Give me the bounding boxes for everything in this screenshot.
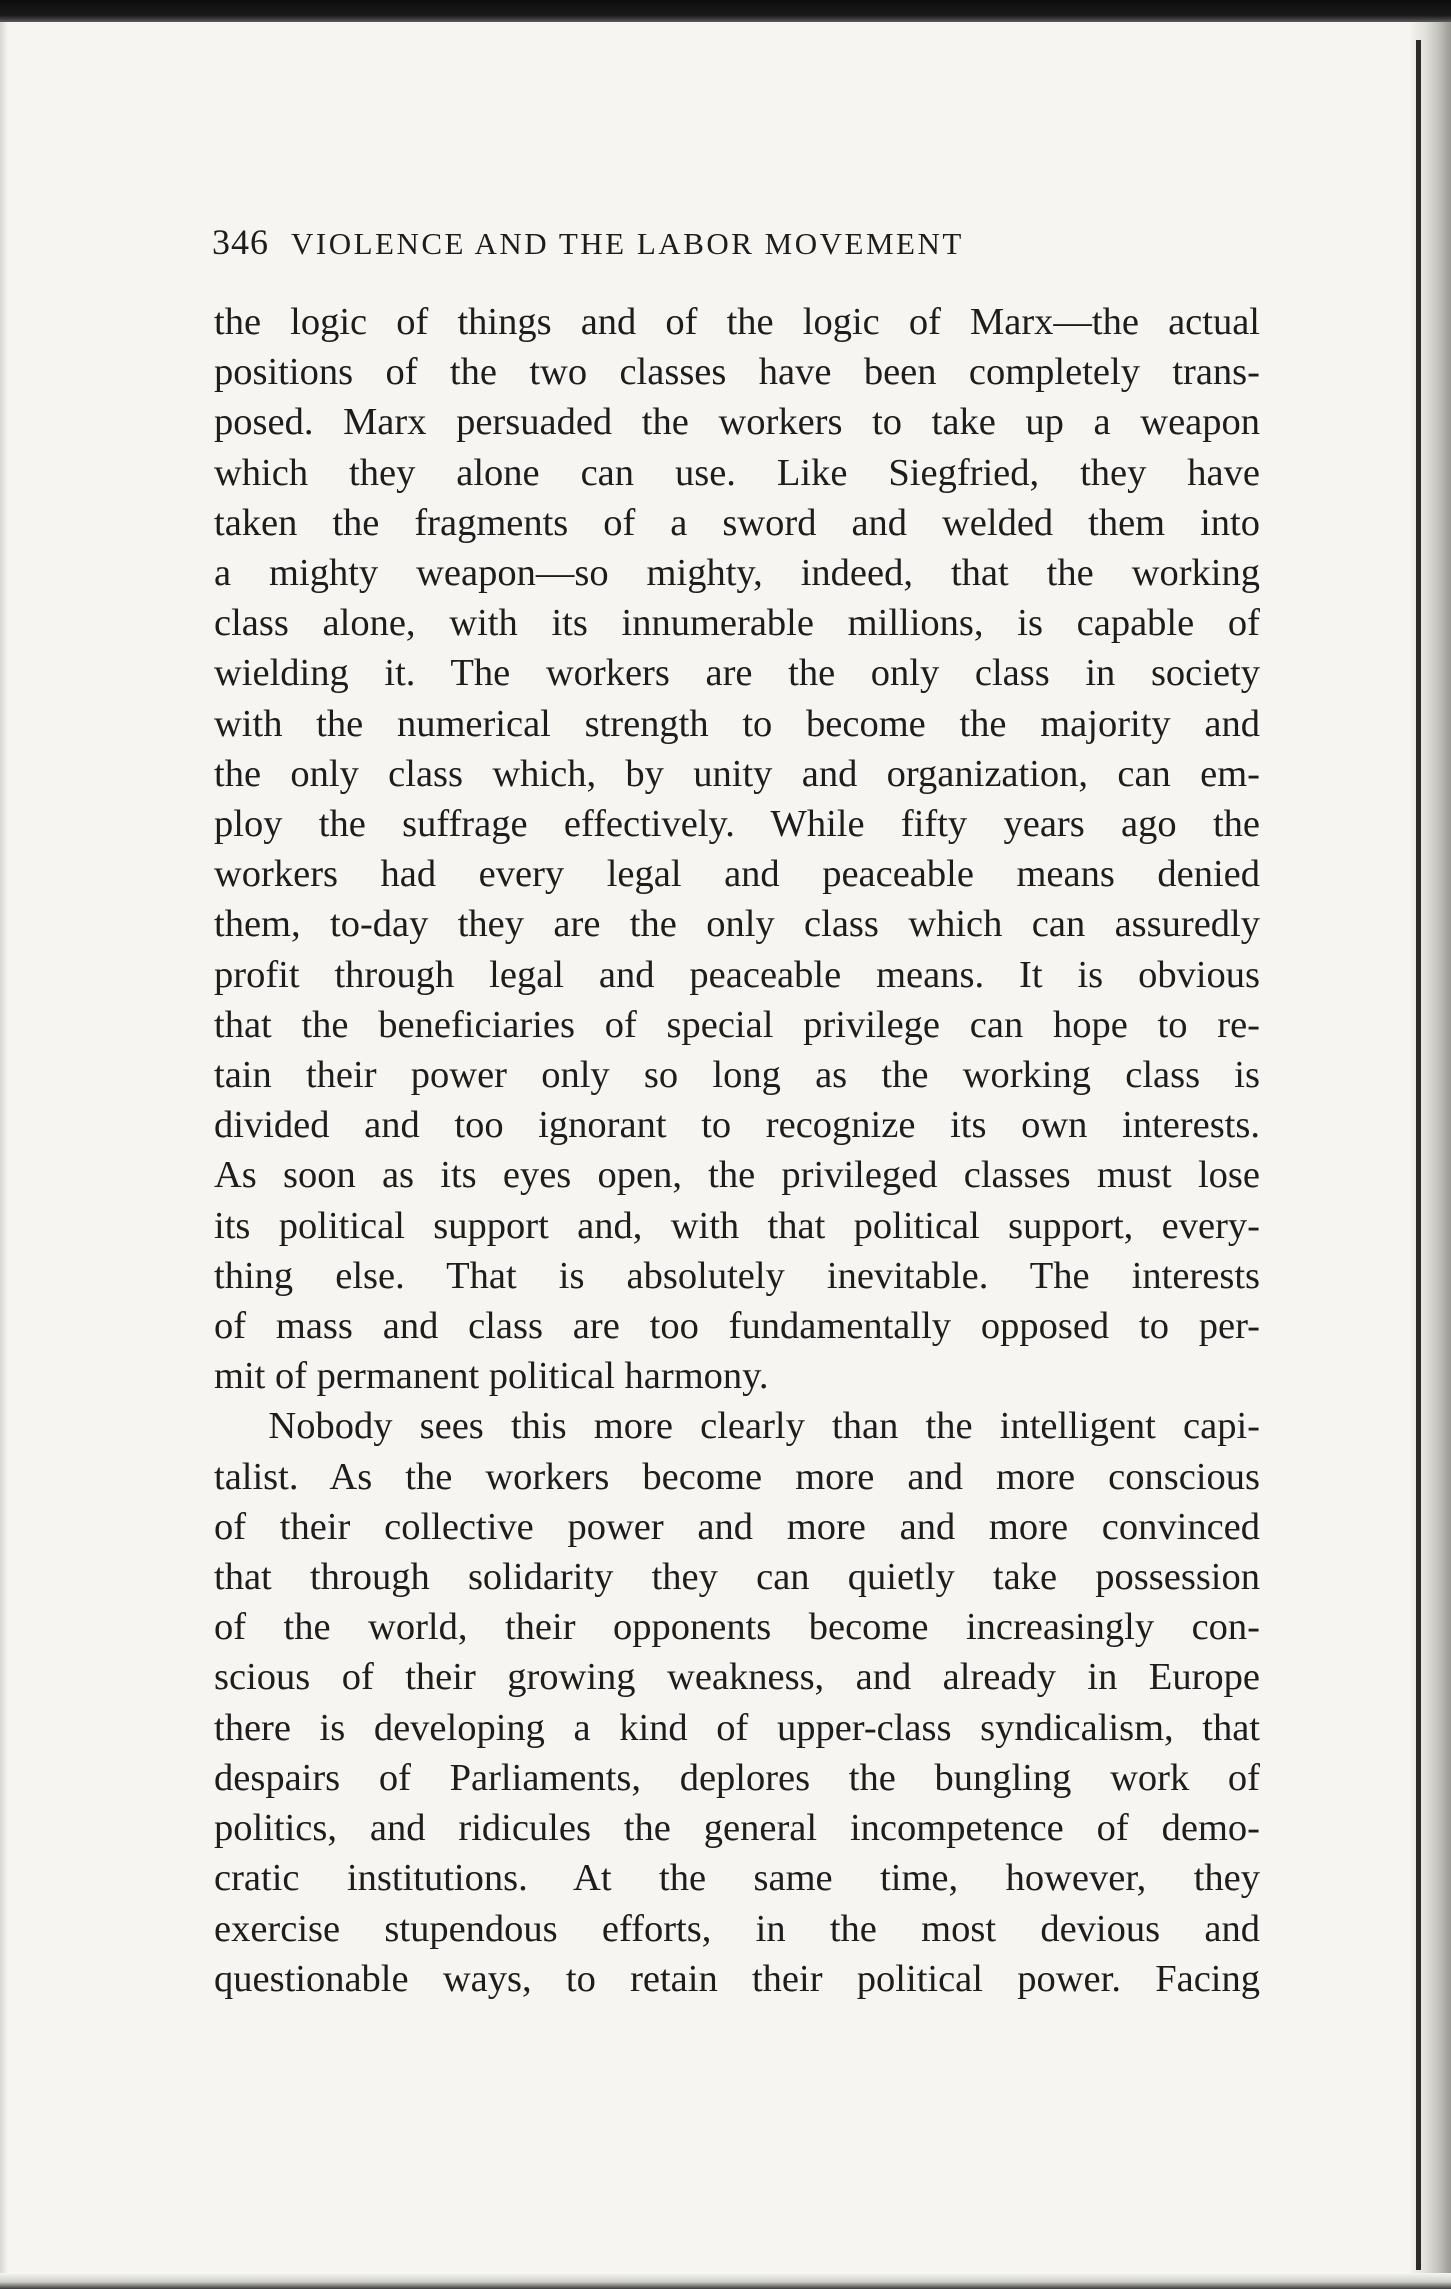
text-line: cratic institutions. At the same time, however, they [214, 1857, 1260, 1900]
text-line: questionable ways, to retain their political power. Facing [214, 1957, 1260, 2000]
text-line: despairs of Parliaments, deplores the bungling work of [214, 1756, 1260, 1799]
running-header [212, 217, 1252, 267]
text-line: divided and too ignorant to recognize its own interests. [214, 1104, 1260, 1147]
text-line: scious of their growing weakness, and already in Europe [214, 1656, 1260, 1699]
text-line: the logic of things and of the logic of Marx—the actual [214, 301, 1260, 343]
text-line: mit of permanent political harmony. [214, 1355, 769, 1398]
text-line: there is developing a kind of upper-class syndicalism, that [214, 1706, 1260, 1749]
text-line: tain their power only so long as the working class is [214, 1054, 1260, 1097]
text-line: of their collective power and more and more convinced [214, 1505, 1260, 1548]
page-bottom-shadow [0, 2273, 1451, 2289]
text-line: talist. As the workers become more and more conscious [214, 1455, 1260, 1498]
text-line: that through solidarity they can quietly take possession [214, 1556, 1260, 1599]
page-number: 346 [212, 222, 269, 262]
page-top-shadow [0, 0, 1451, 22]
text-line: a mighty weapon—so mighty, indeed, that the working [214, 552, 1260, 595]
text-line: profit through legal and peaceable means. It is obvious [214, 953, 1260, 996]
text-line: thing else. That is absolutely inevitable. The interests [214, 1254, 1260, 1297]
paragraph-start-line: Nobody sees this more clearly than the intelligent capi- [214, 1405, 1260, 1448]
text-line: workers had every legal and peaceable means denied [214, 853, 1260, 896]
text-line: ploy the suffrage effectively. While fifty years ago the [214, 803, 1260, 846]
text-line: the only class which, by unity and organization, can em- [214, 752, 1260, 795]
text-line: wielding it. The workers are the only class in society [214, 652, 1260, 695]
text-line: them, to-day they are the only class which can assuredly [214, 903, 1260, 946]
body-text [214, 297, 1260, 2004]
text-line: of the world, their opponents become increasingly con- [214, 1606, 1260, 1649]
text-line: positions of the two classes have been completely trans- [214, 351, 1260, 394]
text-line: class alone, with its innumerable millions, is capable of [214, 602, 1260, 645]
text-line: politics, and ridicules the general incompetence of demo- [214, 1807, 1260, 1850]
text-line: with the numerical strength to become the majority and [214, 702, 1260, 745]
text-line: its political support and, with that political support, every- [214, 1204, 1260, 1247]
text-line: of mass and class are too fundamentally opposed to per- [214, 1305, 1260, 1348]
text-line: that the beneficiaries of special privilege can hope to re- [214, 1003, 1260, 1046]
text-line: exercise stupendous efforts, in the most devious and [214, 1907, 1260, 1950]
text-line: As soon as its eyes open, the privileged classes must lose [214, 1154, 1260, 1197]
text-line: which they alone can use. Like Siegfried, they have [214, 451, 1260, 494]
running-title: VIOLENCE AND THE LABOR MOVEMENT [291, 226, 964, 261]
page-left-edge [0, 22, 8, 2289]
text-line: posed. Marx persuaded the workers to take up a weapon [214, 401, 1260, 444]
page-edge-line [1416, 40, 1421, 2270]
text-line: taken the fragments of a sword and welded them into [214, 501, 1260, 544]
